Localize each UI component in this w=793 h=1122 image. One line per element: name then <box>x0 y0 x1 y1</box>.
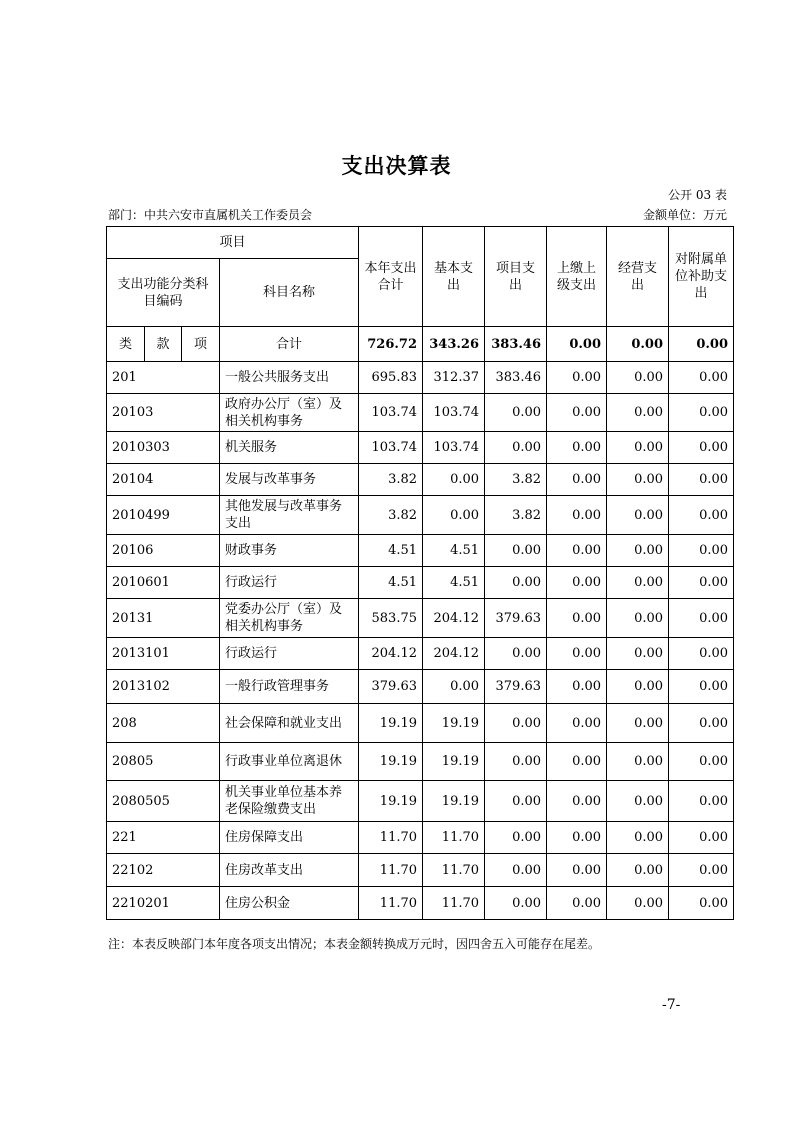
subject-name-cell: 住房保障支出 <box>220 822 359 854</box>
amount-cell: 0.00 <box>607 781 669 822</box>
amount-cell: 4.51 <box>359 535 423 567</box>
function-code-cell: 2013101 <box>107 638 220 670</box>
subject-name-cell: 发展与改革事务 <box>220 464 359 496</box>
table-row <box>107 822 734 854</box>
function-code-cell: 20104 <box>107 464 220 496</box>
subject-name-cell: 行政运行 <box>220 638 359 670</box>
amount-cell: 0.00 <box>547 854 607 887</box>
amount-cell: 0.00 <box>607 638 669 670</box>
amount-cell: 19.19 <box>359 781 423 822</box>
amount-cell: 0.00 <box>607 670 669 704</box>
amount-cell: 0.00 <box>607 704 669 743</box>
amount-cell: 379.63 <box>485 599 547 638</box>
subject-name-cell: 其他发展与改革事务支出 <box>220 496 359 535</box>
amount-cell: 0.00 <box>547 887 607 920</box>
amount-cell: 11.70 <box>359 854 423 887</box>
amount-cell: 0.00 <box>669 781 734 822</box>
expenditure-table <box>106 226 734 920</box>
amount-cell: 103.74 <box>359 432 423 464</box>
total-label: 合计 <box>220 327 359 362</box>
function-code-cell: 2010303 <box>107 432 220 464</box>
total-value: 343.26 <box>423 327 485 362</box>
amount-cell: 0.00 <box>669 496 734 535</box>
amount-cell: 0.00 <box>669 822 734 854</box>
total-value: 0.00 <box>669 327 734 362</box>
amount-cell: 0.00 <box>547 704 607 743</box>
amount-cell: 103.74 <box>359 394 423 432</box>
table-row <box>107 567 734 599</box>
header-subsidy: 对附属单位补助支出 <box>669 227 734 327</box>
subject-name-cell: 行政运行 <box>220 567 359 599</box>
amount-cell: 0.00 <box>423 496 485 535</box>
amount-unit-label: 金额单位：万元 <box>642 208 727 222</box>
amount-cell: 4.51 <box>423 535 485 567</box>
amount-cell: 19.19 <box>359 743 423 781</box>
function-code-cell: 20106 <box>107 535 220 567</box>
function-code-cell: 2010601 <box>107 567 220 599</box>
amount-cell: 0.00 <box>423 670 485 704</box>
amount-cell: 0.00 <box>547 638 607 670</box>
header-upper: 上缴上级支出 <box>547 227 607 327</box>
amount-cell: 0.00 <box>607 464 669 496</box>
amount-cell: 204.12 <box>423 599 485 638</box>
function-code-cell: 2210201 <box>107 887 220 920</box>
table-row <box>107 638 734 670</box>
header-category: 类 <box>107 327 145 362</box>
function-code-cell: 2010499 <box>107 496 220 535</box>
subject-name-cell: 机关事业单位基本养老保险缴费支出 <box>220 781 359 822</box>
amount-cell: 3.82 <box>359 464 423 496</box>
amount-cell: 312.37 <box>423 362 485 394</box>
amount-cell: 0.00 <box>669 394 734 432</box>
amount-cell: 0.00 <box>669 743 734 781</box>
amount-cell: 0.00 <box>547 464 607 496</box>
amount-cell: 0.00 <box>607 394 669 432</box>
amount-cell: 0.00 <box>607 567 669 599</box>
subject-name-cell: 财政事务 <box>220 535 359 567</box>
function-code-cell: 20103 <box>107 394 220 432</box>
subject-name-cell: 住房公积金 <box>220 887 359 920</box>
amount-cell: 11.70 <box>359 887 423 920</box>
table-row <box>107 432 734 464</box>
table-row <box>107 743 734 781</box>
amount-cell: 0.00 <box>669 599 734 638</box>
amount-cell: 0.00 <box>669 464 734 496</box>
amount-cell: 0.00 <box>607 432 669 464</box>
amount-cell: 0.00 <box>669 887 734 920</box>
amount-cell: 0.00 <box>485 638 547 670</box>
function-code-cell: 20131 <box>107 599 220 638</box>
form-number: 公开 03 表 <box>668 188 727 202</box>
header-total: 本年支出合计 <box>359 227 423 327</box>
subject-name-cell: 一般公共服务支出 <box>220 362 359 394</box>
amount-cell: 0.00 <box>485 822 547 854</box>
table-row <box>107 464 734 496</box>
amount-cell: 583.75 <box>359 599 423 638</box>
amount-cell: 0.00 <box>547 822 607 854</box>
function-code-cell: 208 <box>107 704 220 743</box>
amount-cell: 0.00 <box>607 854 669 887</box>
amount-cell: 4.51 <box>423 567 485 599</box>
header-subject-name: 科目名称 <box>220 259 359 327</box>
header-section: 款 <box>145 327 182 362</box>
amount-cell: 0.00 <box>669 362 734 394</box>
table-row <box>107 670 734 704</box>
amount-cell: 0.00 <box>547 535 607 567</box>
amount-cell: 0.00 <box>669 638 734 670</box>
amount-cell: 0.00 <box>485 854 547 887</box>
amount-cell: 0.00 <box>669 704 734 743</box>
amount-cell: 383.46 <box>485 362 547 394</box>
amount-cell: 0.00 <box>607 743 669 781</box>
subject-name-cell: 住房改革支出 <box>220 854 359 887</box>
amount-cell: 3.82 <box>485 496 547 535</box>
amount-cell: 379.63 <box>359 670 423 704</box>
subject-name-cell: 机关服务 <box>220 432 359 464</box>
subject-name-cell: 一般行政管理事务 <box>220 670 359 704</box>
amount-cell: 0.00 <box>547 670 607 704</box>
amount-cell: 3.82 <box>359 496 423 535</box>
footnote: 注：本表反映部门本年度各项支出情况；本表金额转换成万元时，因四舍五入可能存在尾差。 <box>108 937 601 951</box>
amount-cell: 0.00 <box>485 781 547 822</box>
amount-cell: 0.00 <box>547 394 607 432</box>
amount-cell: 4.51 <box>359 567 423 599</box>
amount-cell: 695.83 <box>359 362 423 394</box>
header-function-code: 支出功能分类科目编码 <box>107 259 220 327</box>
amount-cell: 19.19 <box>423 743 485 781</box>
amount-cell: 204.12 <box>423 638 485 670</box>
amount-cell: 0.00 <box>547 362 607 394</box>
subject-name-cell: 政府办公厅（室）及相关机构事务 <box>220 394 359 432</box>
department-label: 部门：中共六安市直属机关工作委员会 <box>108 208 313 222</box>
amount-cell: 0.00 <box>607 535 669 567</box>
amount-cell: 0.00 <box>485 567 547 599</box>
subject-name-cell: 党委办公厅（室）及相关机构事务 <box>220 599 359 638</box>
amount-cell: 0.00 <box>607 599 669 638</box>
total-row <box>107 327 734 362</box>
function-code-cell: 2080505 <box>107 781 220 822</box>
amount-cell: 0.00 <box>547 743 607 781</box>
amount-cell: 0.00 <box>485 394 547 432</box>
amount-cell: 19.19 <box>359 704 423 743</box>
total-value: 0.00 <box>547 327 607 362</box>
amount-cell: 0.00 <box>547 496 607 535</box>
amount-cell: 0.00 <box>547 781 607 822</box>
amount-cell: 0.00 <box>547 432 607 464</box>
function-code-cell: 20805 <box>107 743 220 781</box>
amount-cell: 0.00 <box>669 567 734 599</box>
amount-cell: 0.00 <box>607 496 669 535</box>
total-value: 383.46 <box>485 327 547 362</box>
amount-cell: 0.00 <box>547 599 607 638</box>
subject-name-cell: 行政事业单位离退休 <box>220 743 359 781</box>
table-row <box>107 599 734 638</box>
amount-cell: 19.19 <box>423 704 485 743</box>
table-row <box>107 362 734 394</box>
amount-cell: 379.63 <box>485 670 547 704</box>
table-row <box>107 781 734 822</box>
function-code-cell: 201 <box>107 362 220 394</box>
amount-cell: 0.00 <box>485 432 547 464</box>
table-row <box>107 535 734 567</box>
amount-cell: 103.74 <box>423 394 485 432</box>
header-project: 项目 <box>107 227 359 259</box>
amount-cell: 19.19 <box>423 781 485 822</box>
amount-cell: 11.70 <box>359 822 423 854</box>
amount-cell: 0.00 <box>485 887 547 920</box>
total-value: 0.00 <box>607 327 669 362</box>
amount-cell: 0.00 <box>547 567 607 599</box>
amount-cell: 0.00 <box>485 743 547 781</box>
table-row <box>107 887 734 920</box>
amount-cell: 204.12 <box>359 638 423 670</box>
amount-cell: 11.70 <box>423 854 485 887</box>
amount-cell: 0.00 <box>669 535 734 567</box>
amount-cell: 0.00 <box>423 464 485 496</box>
header-project-expenditure: 项目支出 <box>485 227 547 327</box>
header-business: 经营支出 <box>607 227 669 327</box>
table-row <box>107 854 734 887</box>
function-code-cell: 2013102 <box>107 670 220 704</box>
table-row <box>107 704 734 743</box>
subject-name-cell: 社会保障和就业支出 <box>220 704 359 743</box>
amount-cell: 0.00 <box>607 822 669 854</box>
page-number: -7- <box>662 997 681 1013</box>
amount-cell: 0.00 <box>669 854 734 887</box>
amount-cell: 11.70 <box>423 822 485 854</box>
amount-cell: 0.00 <box>607 362 669 394</box>
amount-cell: 103.74 <box>423 432 485 464</box>
amount-cell: 0.00 <box>607 887 669 920</box>
function-code-cell: 221 <box>107 822 220 854</box>
table-row <box>107 496 734 535</box>
amount-cell: 0.00 <box>669 432 734 464</box>
table-row <box>107 394 734 432</box>
total-value: 726.72 <box>359 327 423 362</box>
header-basic: 基本支出 <box>423 227 485 327</box>
amount-cell: 0.00 <box>485 535 547 567</box>
amount-cell: 0.00 <box>669 670 734 704</box>
header-item: 项 <box>182 327 220 362</box>
amount-cell: 11.70 <box>423 887 485 920</box>
page-title: 支出决算表 <box>341 153 452 178</box>
amount-cell: 0.00 <box>485 704 547 743</box>
function-code-cell: 22102 <box>107 854 220 887</box>
amount-cell: 3.82 <box>485 464 547 496</box>
